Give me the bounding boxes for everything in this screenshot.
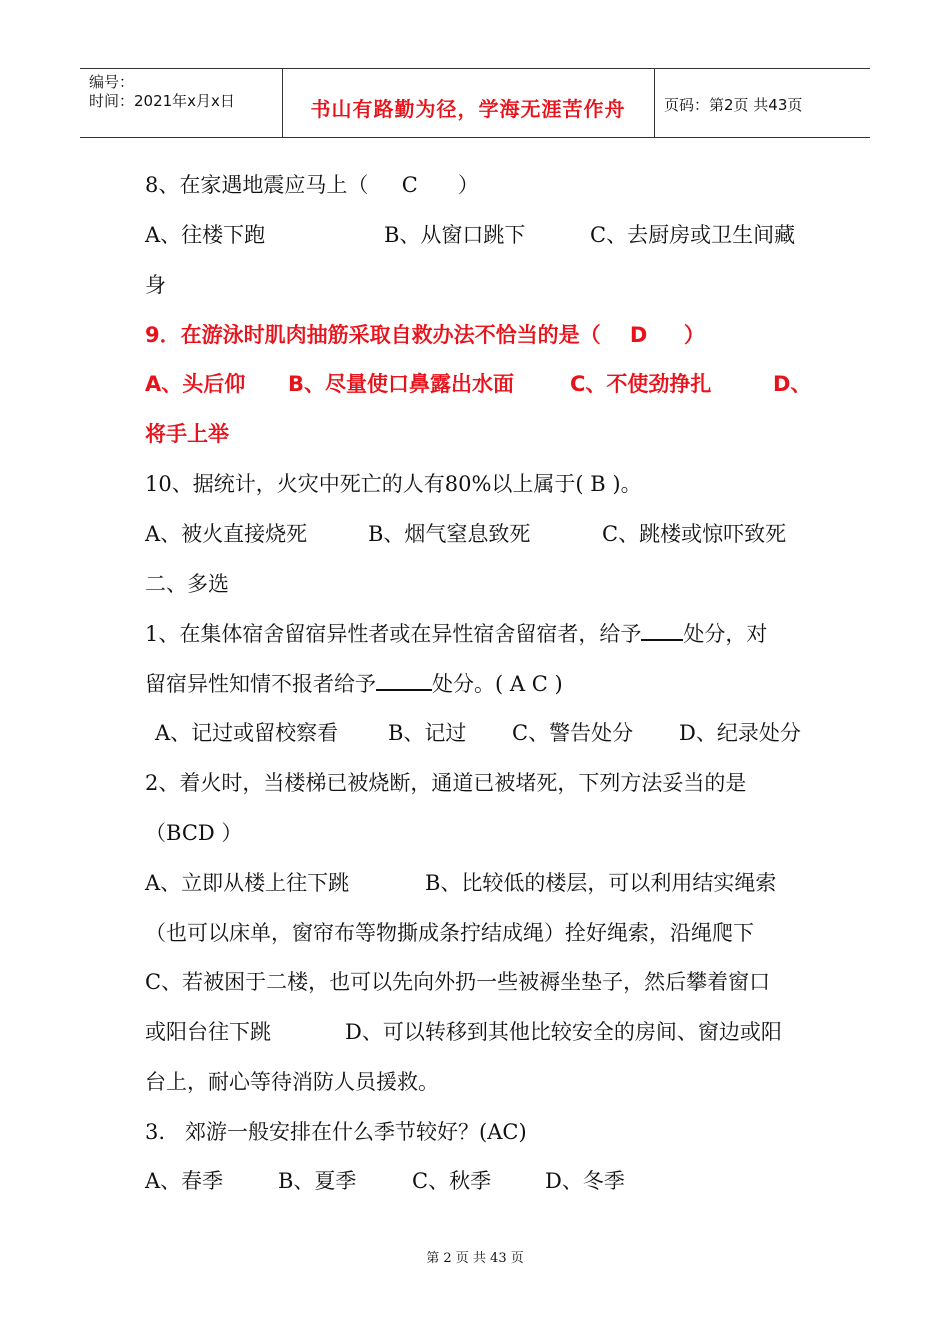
question-8-option-b: B、从窗口跳下: [384, 223, 526, 247]
multi-3-option-c: C、秋季: [412, 1169, 492, 1193]
multi-1-text: 处分。( A C ): [432, 672, 563, 696]
multi-2-line-1: 2、着火时，当楼梯已被烧断，通道已被堵死，下列方法妥当的是: [145, 771, 747, 795]
page-footer: 第 2 页 共 43 页: [426, 1251, 524, 1266]
question-8-option-c: C、去厨房或卫生间藏: [590, 223, 796, 247]
section-multi-heading: 二、多选: [145, 572, 229, 596]
question-10-option-c: C、跳楼或惊吓致死: [602, 522, 787, 546]
multi-2-option-b: B、比较低的楼层，可以利用结实绳索: [425, 871, 777, 895]
multi-1-option-c: C、警告处分: [512, 721, 634, 745]
multi-3-option-d: D、冬季: [545, 1169, 625, 1193]
multi-1-text: 1、在集体宿舍留宿异性者或在异性宿舍留宿者，给予: [145, 622, 642, 646]
multi-3-option-b: B、夏季: [278, 1169, 357, 1193]
question-9-option-a: A、头后仰: [145, 372, 246, 396]
multi-1-text: 留宿异性知情不报者给予: [145, 672, 376, 696]
multi-2-line-2: （BCD ）: [145, 821, 243, 845]
multi-2-option-d-wrap: 台上，耐心等待消防人员援救。: [145, 1070, 439, 1094]
answer-blank: [641, 621, 683, 641]
answer-blank: [376, 671, 432, 691]
question-9-stem: 9．在游泳时肌肉抽筋采取自救办法不恰当的是（ D ）: [145, 323, 705, 347]
multi-1-line-1: [145, 620, 767, 648]
question-10-option-a: A、被火直接烧死: [145, 522, 308, 546]
question-9-option-d-wrap: 将手上举: [145, 422, 229, 446]
time-label: 时间：2021年x月x日: [89, 92, 235, 110]
question-9-option-c: C、不使劲挣扎: [570, 372, 712, 396]
header-info: [89, 73, 235, 111]
header-divider: [654, 69, 655, 137]
question-9-option-d: D、: [773, 372, 812, 396]
number-label: 编号：: [89, 73, 135, 91]
multi-2-option-c: C、若被困于二楼，也可以先向外扔一些被褥坐垫子，然后攀着窗口: [145, 970, 771, 994]
multi-2-option-a: A、立即从楼上往下跳: [145, 871, 350, 895]
multi-2-option-d: D、可以转移到其他比较安全的房间、窗边或阳: [345, 1020, 782, 1044]
multi-3-stem: 3. 郊游一般安排在什么季节较好？(AC): [145, 1120, 527, 1144]
question-8-option-c-wrap: 身: [145, 273, 166, 297]
question-10-stem: 10、据统计，火灾中死亡的人有80%以上属于( B )。: [145, 472, 642, 496]
multi-1-text: 处分，对: [683, 622, 768, 646]
multi-1-option-a: A、记过或留校察看: [155, 721, 339, 745]
motto: 书山有路勤为径，学海无涯苦作舟: [310, 97, 626, 121]
question-8-option-a: A、往楼下跑: [145, 223, 266, 247]
question-9-option-b: B、尽量使口鼻露出水面: [288, 372, 515, 396]
page-header: [80, 68, 870, 138]
page-label: 页码：第2页 共43页: [664, 96, 803, 114]
question-8-stem: 8、在家遇地震应马上（ C ）: [145, 173, 479, 197]
multi-2-option-c-wrap: 或阳台往下跳: [145, 1020, 271, 1044]
multi-1-line-2: [145, 670, 563, 698]
multi-1-option-d: D、纪录处分: [679, 721, 801, 745]
question-10-option-b: B、烟气窒息致死: [368, 522, 531, 546]
multi-1-option-b: B、记过: [388, 721, 467, 745]
multi-2-option-b-wrap: （也可以床单，窗帘布等物撕成条拧结成绳）拴好绳索，沿绳爬下: [145, 921, 754, 945]
multi-3-option-a: A、春季: [145, 1169, 224, 1193]
